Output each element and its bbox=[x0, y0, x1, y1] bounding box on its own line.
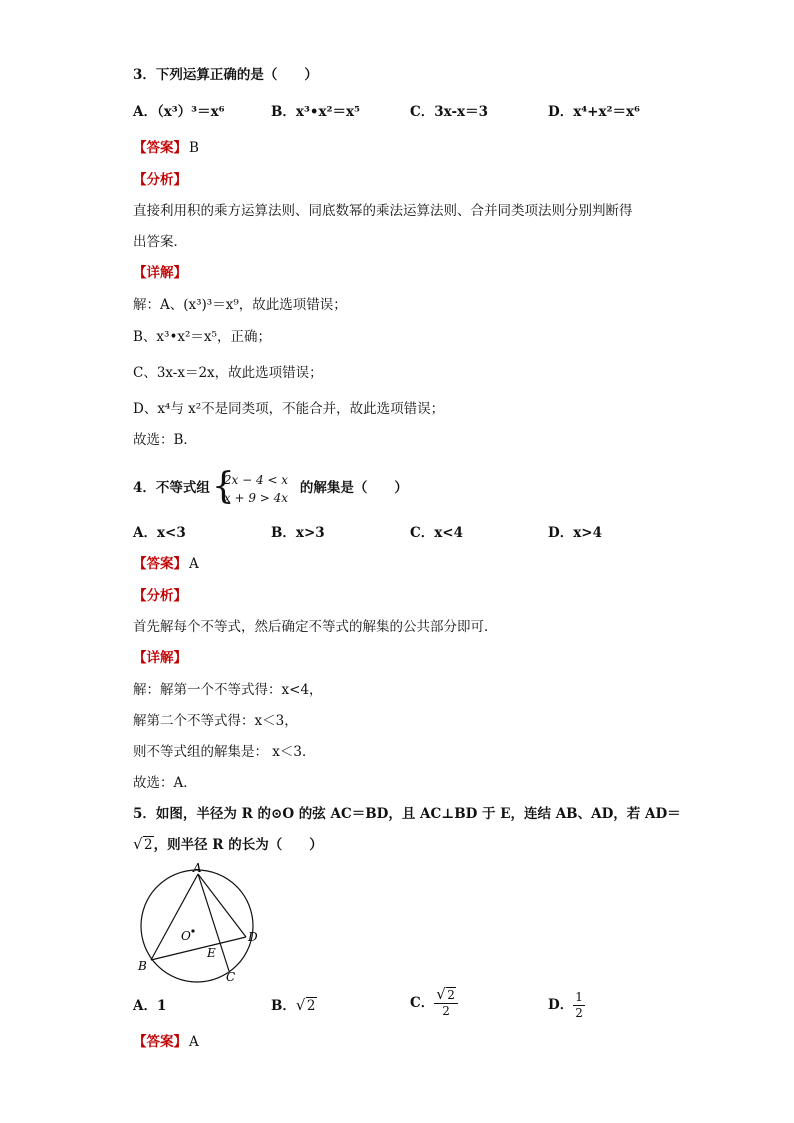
q4-answer-value: A bbox=[189, 556, 199, 572]
q3-analysis-tag: 【分析】 bbox=[133, 172, 187, 188]
brace-icon: { bbox=[211, 465, 235, 507]
q5-option-c bbox=[410, 985, 458, 1019]
q3-detail-line1: 解：A、(x³)³＝x⁹，故此选项错误； bbox=[133, 297, 347, 313]
inequality-system bbox=[211, 465, 298, 507]
q4-detail-line1: 解：解第一个不等式得：x<4， bbox=[133, 682, 323, 698]
radical-icon: √ bbox=[133, 835, 143, 853]
q4-option-a: A．x<3 bbox=[133, 525, 186, 541]
q3-detail-line4: D、x⁴与 x²不是同类项，不能合并，故此选项错误； bbox=[133, 401, 445, 417]
q5-option-d bbox=[548, 990, 585, 1021]
q5-stem-line1: 5．如图，半径为 R 的⊙O 的弦 AC＝BD，且 AC⊥BD 于 E，连结 AB、AD，若 AD＝ bbox=[133, 806, 681, 822]
circle-figure bbox=[130, 860, 265, 985]
label-c: C bbox=[226, 970, 236, 984]
fraction-denominator: 2 bbox=[442, 1004, 450, 1018]
inequality-1: 2x − 4 < x bbox=[223, 472, 289, 487]
q5-stem-line2 bbox=[133, 836, 323, 854]
q3-detail-line2: B、x³•x²＝x⁵，正确； bbox=[133, 329, 271, 345]
q4-analysis-tag: 【分析】 bbox=[133, 588, 187, 604]
label-a: A bbox=[193, 861, 202, 875]
q4-stem-pre: 4．不等式组 bbox=[133, 480, 210, 496]
q3-analysis-line1: 直接利用积的乘方运算法则、同底数幂的乘法运算法则、合并同类项法则分别判断得 bbox=[133, 203, 633, 219]
answer-tag: 【答案】 bbox=[133, 1034, 187, 1050]
inequality-2: x + 9 > 4x bbox=[223, 490, 289, 505]
chord-ad bbox=[198, 874, 246, 937]
center-dot bbox=[191, 929, 194, 932]
circle-o bbox=[141, 870, 253, 982]
q5-answer bbox=[133, 1033, 199, 1051]
q4-analysis-line1: 首先解每个不等式，然后确定不等式的解集的公共部分即可． bbox=[133, 619, 498, 635]
q5-option-d-prefix: D． bbox=[548, 997, 574, 1013]
q5-option-a: A．1 bbox=[133, 998, 167, 1014]
q4-detail-line2: 解第二个不等式得：x＜3， bbox=[133, 713, 298, 729]
fraction bbox=[573, 990, 585, 1021]
label-e: E bbox=[207, 946, 216, 960]
radical-icon: √ bbox=[436, 985, 446, 1003]
sqrt-expr bbox=[296, 997, 317, 1015]
sqrt-expr bbox=[436, 985, 456, 1003]
q5-option-b-prefix: B． bbox=[271, 998, 296, 1014]
sqrt-arg: 2 bbox=[447, 988, 455, 1002]
q3-option-c: C．3x-x＝3 bbox=[410, 104, 488, 120]
q4-detail-line4: 故选：A． bbox=[133, 775, 197, 791]
sqrt-arg: 2 bbox=[306, 998, 316, 1014]
q4-option-d: D．x>4 bbox=[548, 525, 602, 541]
q3-option-d: D．x⁴+x²＝x⁶ bbox=[548, 104, 640, 120]
answer-tag: 【答案】 bbox=[133, 140, 187, 156]
q3-detail-line3: C、3x-x＝2x，故此选项错误； bbox=[133, 365, 323, 381]
q4-answer bbox=[133, 555, 199, 573]
q3-detail-line5: 故选：B． bbox=[133, 432, 197, 448]
sqrt-expr bbox=[133, 836, 154, 854]
fraction-numerator: 1 bbox=[575, 990, 583, 1004]
fraction bbox=[434, 985, 458, 1019]
q4-detail-line3: 则不等式组的解集是： x＜3． bbox=[133, 744, 316, 760]
chord-ab bbox=[151, 874, 198, 960]
q5-option-b bbox=[271, 997, 317, 1015]
q4-detail-tag: 【详解】 bbox=[133, 650, 187, 666]
q4-stem-post: 的解集是（ ） bbox=[299, 480, 408, 496]
q4-option-c: C．x<4 bbox=[410, 525, 463, 541]
sqrt-arg: 2 bbox=[144, 837, 153, 853]
chord-bd bbox=[151, 937, 246, 960]
q3-answer bbox=[133, 139, 199, 157]
q5-stem-post: ，则半径 R 的长为（ ） bbox=[153, 837, 323, 853]
label-o: O bbox=[181, 929, 191, 943]
q5-answer-value: A bbox=[189, 1034, 199, 1050]
label-b: B bbox=[138, 959, 147, 973]
q3-detail-tag: 【详解】 bbox=[133, 265, 187, 281]
q3-stem: 3．下列运算正确的是（ ） bbox=[133, 67, 318, 83]
q3-option-a: A．（x³）³＝x⁶ bbox=[133, 104, 225, 120]
fraction-numerator bbox=[434, 985, 458, 1004]
q3-answer-value: B bbox=[189, 140, 199, 156]
q3-option-b: B．x³•x²＝x⁵ bbox=[271, 104, 360, 120]
fraction-denominator: 2 bbox=[575, 1006, 583, 1020]
q3-analysis-line2: 出答案． bbox=[133, 234, 187, 250]
q5-option-c-prefix: C． bbox=[410, 995, 435, 1011]
q4-option-b: B．x>3 bbox=[271, 525, 325, 541]
radical-icon: √ bbox=[295, 996, 306, 1014]
label-d: D bbox=[248, 930, 258, 944]
q4-stem bbox=[133, 465, 408, 507]
answer-tag: 【答案】 bbox=[133, 556, 187, 572]
